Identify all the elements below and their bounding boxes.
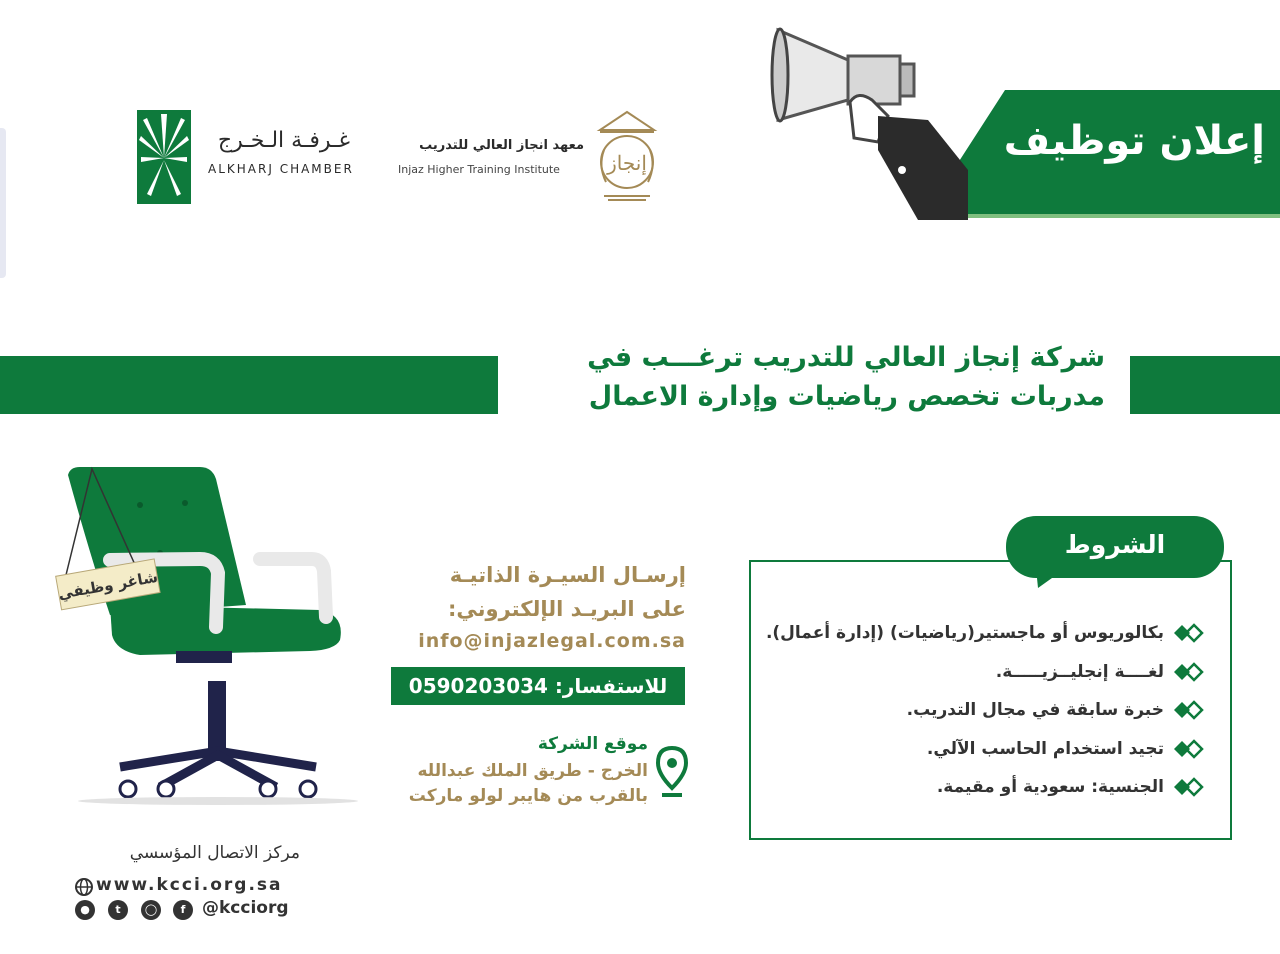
inquiry-phone[interactable]: للاستفسار: 0590203034 [391, 667, 685, 705]
office-chair-illustration [50, 455, 360, 815]
conditions-bubble-tail [1036, 568, 1066, 588]
condition-text: خبرة سابقة في مجال التدريب. [906, 700, 1164, 721]
location-line-1: الخرج - طريق الملك عبدالله [417, 761, 648, 781]
vacancy-sign-text: شاغر وظيفي [56, 567, 160, 603]
location-pin-icon [656, 746, 688, 798]
conditions-title: الشروط [1064, 530, 1166, 559]
social-handle[interactable]: @kcciorg [202, 898, 289, 918]
facebook-icon[interactable]: f [173, 900, 193, 920]
bullet-diamond-icon [1172, 623, 1208, 643]
location-line-2: بالقرب من هايبر لولو ماركت [408, 786, 648, 806]
banner-stripe [925, 214, 1280, 218]
condition-item [758, 691, 1208, 730]
injaz-name-ar: معهد انجاز العالي للتدريب [419, 138, 584, 153]
condition-text: بكالوريوس أو ماجستير(رياضيات) (إدارة أعمال). [765, 623, 1164, 644]
svg-text:إنجاز: إنجاز [607, 151, 647, 175]
instagram-icon[interactable]: ◯ [141, 900, 161, 920]
globe-icon [74, 877, 94, 897]
twitter-icon[interactable]: t [108, 900, 128, 920]
corporate-contact-center: مركز الاتصال المؤسسي [129, 843, 300, 863]
bullet-diamond-icon [1172, 739, 1208, 759]
bullet-diamond-icon [1172, 700, 1208, 720]
side-tab [0, 128, 6, 278]
condition-text: الجنسية: سعودية أو مقيمة. [936, 777, 1164, 798]
headline-bar-right [1130, 356, 1280, 414]
condition-text: لغــــة إنجليــزيـــــة. [995, 661, 1164, 682]
bullet-diamond-icon [1172, 662, 1208, 682]
headline-line-2: مدربات تخصص رياضيات وإدارة الاعمال [588, 381, 1105, 413]
headline-line-1: شركة إنجاز العالي للتدريب ترغـــب في [587, 342, 1105, 373]
condition-text: تجيد استخدام الحاسب الآلي. [926, 738, 1164, 759]
location-title: موقع الشركة [537, 734, 648, 754]
kharj-chamber-logo [137, 110, 191, 204]
condition-item [758, 730, 1208, 769]
condition-item [758, 614, 1208, 653]
job-headline [520, 338, 1105, 416]
send-cv-line-1: إرسـال السيـرة الذاتيـة [449, 563, 686, 587]
condition-item [758, 768, 1208, 807]
headline-bar-left [0, 356, 498, 414]
conditions-list [758, 614, 1208, 807]
kharj-chamber-name-en: ALKHARJ CHAMBER [208, 162, 354, 176]
injaz-name-en: Injaz Higher Training Institute [398, 163, 560, 176]
bullet-diamond-icon [1172, 777, 1208, 797]
condition-item [758, 653, 1208, 692]
contact-email[interactable]: info@injazlegal.com.sa [418, 630, 686, 652]
send-cv-line-2: على البريـد الإلكتروني: [448, 597, 686, 621]
announcement-title: إعلان توظيف [1003, 118, 1265, 164]
snapchat-icon[interactable]: ● [75, 900, 95, 920]
website-link[interactable]: www.kcci.org.sa [96, 875, 283, 895]
kharj-chamber-name-ar: غـرفـة الـخـرج [217, 128, 350, 153]
megaphone-icon [768, 20, 968, 220]
injaz-seal-logo [592, 110, 662, 204]
